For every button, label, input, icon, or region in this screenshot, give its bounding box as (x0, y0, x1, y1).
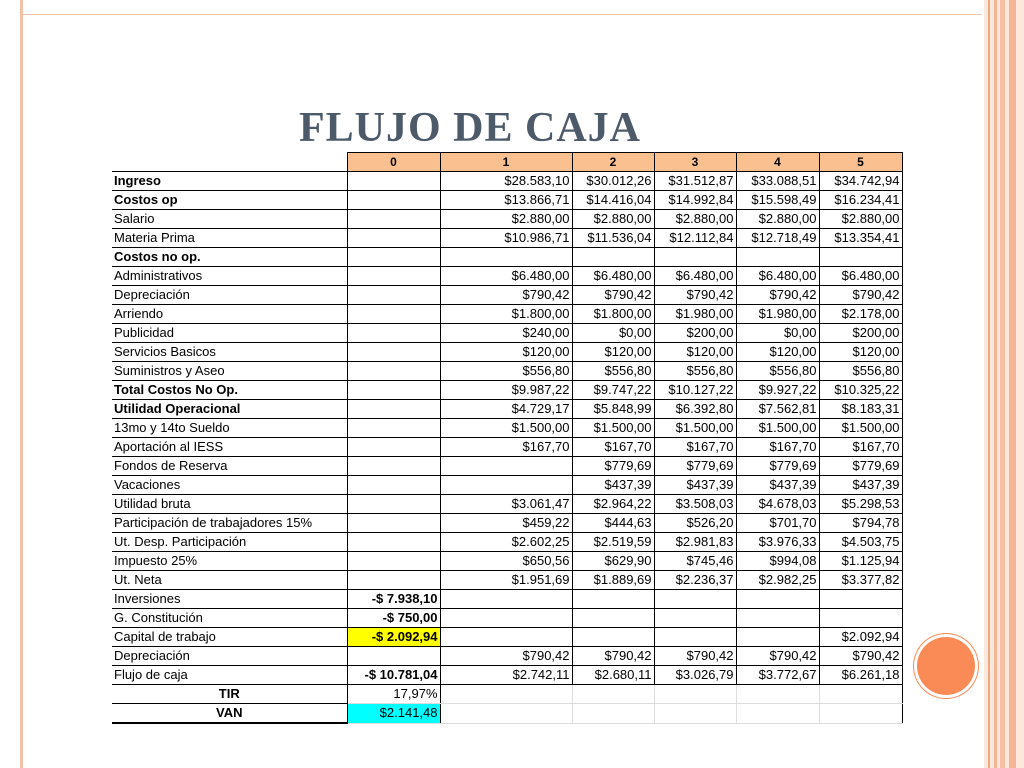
row-label: Depreciación (112, 286, 347, 305)
cell-year-1: $2.880,00 (440, 210, 572, 229)
cell-year-4: $3.772,67 (736, 666, 819, 685)
cell-year-3: $120,00 (654, 343, 736, 362)
cell-year-3: $2.880,00 (654, 210, 736, 229)
header-year-4: 4 (736, 153, 819, 172)
cell-year-3: $790,42 (654, 647, 736, 666)
cell-year-3: $790,42 (654, 286, 736, 305)
cell-year-2: $556,80 (572, 362, 654, 381)
cell-year-1: $167,70 (440, 438, 572, 457)
cell-year-3 (654, 609, 736, 628)
cell-year-4: $9.927,22 (736, 381, 819, 400)
cell-year-2: $2.519,59 (572, 533, 654, 552)
header-year-0: 0 (347, 153, 440, 172)
table-row (112, 438, 902, 457)
table-row (112, 400, 902, 419)
table-row (112, 267, 902, 286)
cell-year-0 (347, 305, 440, 324)
cell-year-5: $5.298,53 (819, 495, 902, 514)
row-label: Impuesto 25% (112, 552, 347, 571)
cell-year-2: $2.964,22 (572, 495, 654, 514)
cell-year-5: $2.880,00 (819, 210, 902, 229)
table-header-row (112, 153, 902, 172)
cell-year-0 (347, 229, 440, 248)
cell-year-5: $120,00 (819, 343, 902, 362)
cell-year-1: $2.602,25 (440, 533, 572, 552)
cell-year-4: $120,00 (736, 343, 819, 362)
row-label: Participación de trabajadores 15% (112, 514, 347, 533)
table-row (112, 552, 902, 571)
table-row (112, 571, 902, 590)
cell-year-4: $2.880,00 (736, 210, 819, 229)
header-year-3: 3 (654, 153, 736, 172)
cell-year-3: $1.500,00 (654, 419, 736, 438)
cell-year-2 (572, 590, 654, 609)
cell-year-1 (440, 609, 572, 628)
cell-year-0 (347, 191, 440, 210)
row-label: Fondos de Reserva (112, 457, 347, 476)
cell-year-1: $28.583,10 (440, 172, 572, 191)
slide-top-border-line (20, 14, 982, 15)
cell-year-3 (654, 628, 736, 647)
row-label: Flujo de caja (112, 666, 347, 685)
cell-year-5: $6.261,18 (819, 666, 902, 685)
table-row (112, 191, 902, 210)
cell-year-2: $2.680,11 (572, 666, 654, 685)
empty-cell (440, 685, 572, 704)
cell-year-5: $4.503,75 (819, 533, 902, 552)
row-label: Administrativos (112, 267, 347, 286)
cell-year-3: $437,39 (654, 476, 736, 495)
row-label: Ut. Desp. Participación (112, 533, 347, 552)
cell-year-1 (440, 590, 572, 609)
cell-year-0 (347, 210, 440, 229)
cell-year-3: $745,46 (654, 552, 736, 571)
cell-year-4: $556,80 (736, 362, 819, 381)
cell-year-0 (347, 438, 440, 457)
cell-year-4: $437,39 (736, 476, 819, 495)
cell-year-2: $1.889,69 (572, 571, 654, 590)
cell-year-5 (819, 609, 902, 628)
cell-year-0 (347, 457, 440, 476)
cell-year-0 (347, 495, 440, 514)
cell-year-1: $790,42 (440, 647, 572, 666)
row-label: Vacaciones (112, 476, 347, 495)
table-row (112, 590, 902, 609)
cell-year-3: $556,80 (654, 362, 736, 381)
cell-year-0 (347, 400, 440, 419)
table-row (112, 286, 902, 305)
cell-year-5: $779,69 (819, 457, 902, 476)
cell-year-4: $1.980,00 (736, 305, 819, 324)
header-year-2: 2 (572, 153, 654, 172)
cell-year-2: $779,69 (572, 457, 654, 476)
table-row (112, 381, 902, 400)
cell-year-5: $437,39 (819, 476, 902, 495)
cell-year-1: $650,56 (440, 552, 572, 571)
row-label: Ingreso (112, 172, 347, 191)
cell-year-3: $6.480,00 (654, 267, 736, 286)
cell-year-3: $1.980,00 (654, 305, 736, 324)
cell-year-0 (347, 419, 440, 438)
cell-year-5: $1.500,00 (819, 419, 902, 438)
table-row (112, 305, 902, 324)
cell-year-1: $9.987,22 (440, 381, 572, 400)
cell-year-1: $4.729,17 (440, 400, 572, 419)
cell-year-3: $526,20 (654, 514, 736, 533)
cell-year-3: $12.112,84 (654, 229, 736, 248)
cell-year-5: $10.325,22 (819, 381, 902, 400)
cell-year-1: $240,00 (440, 324, 572, 343)
cell-year-4: $33.088,51 (736, 172, 819, 191)
table-row (112, 210, 902, 229)
table-row (112, 172, 902, 191)
cell-year-0 (347, 248, 440, 267)
cell-year-3 (654, 248, 736, 267)
cell-year-4: $790,42 (736, 647, 819, 666)
cell-year-4: $167,70 (736, 438, 819, 457)
cell-year-1 (440, 628, 572, 647)
cell-year-4: $6.480,00 (736, 267, 819, 286)
row-label: Depreciación (112, 647, 347, 666)
header-blank-cell (112, 153, 347, 172)
cell-year-2: $1.800,00 (572, 305, 654, 324)
cell-year-2: $5.848,99 (572, 400, 654, 419)
cell-year-2: $2.880,00 (572, 210, 654, 229)
cell-year-3: $2.981,83 (654, 533, 736, 552)
cell-year-1: $2.742,11 (440, 666, 572, 685)
cell-year-1 (440, 476, 572, 495)
slide-title: FLUJO DE CAJA (298, 105, 641, 151)
cell-year-1 (440, 457, 572, 476)
row-label: Suministros y Aseo (112, 362, 347, 381)
row-label: Utilidad bruta (112, 495, 347, 514)
cell-year-3: $31.512,87 (654, 172, 736, 191)
cell-year-5: $794,78 (819, 514, 902, 533)
cell-year-1: $10.986,71 (440, 229, 572, 248)
cell-year-2: $9.747,22 (572, 381, 654, 400)
cell-year-0 (347, 514, 440, 533)
cell-year-2: $437,39 (572, 476, 654, 495)
metric-label: TIR (112, 685, 347, 704)
row-label: Costos op (112, 191, 347, 210)
cell-year-4: $701,70 (736, 514, 819, 533)
cell-year-0: -$ 7.938,10 (347, 590, 440, 609)
cell-year-5: $556,80 (819, 362, 902, 381)
empty-cell (654, 704, 736, 724)
metric-row-tir (112, 685, 902, 704)
cell-year-4: $4.678,03 (736, 495, 819, 514)
cell-year-1: $1.500,00 (440, 419, 572, 438)
cell-year-2: $30.012,26 (572, 172, 654, 191)
cell-year-4 (736, 628, 819, 647)
table-row (112, 324, 902, 343)
cell-year-5 (819, 590, 902, 609)
cell-year-2 (572, 248, 654, 267)
metric-row-van (112, 704, 902, 724)
table-row (112, 362, 902, 381)
metric-value: 17,97% (347, 685, 440, 704)
header-year-5: 5 (819, 153, 902, 172)
table-row (112, 628, 902, 647)
cell-year-2: $0,00 (572, 324, 654, 343)
cell-year-4: $3.976,33 (736, 533, 819, 552)
cell-year-4: $7.562,81 (736, 400, 819, 419)
row-label: Servicios Basicos (112, 343, 347, 362)
cell-year-2: $14.416,04 (572, 191, 654, 210)
cell-year-1: $1.800,00 (440, 305, 572, 324)
row-label: Arriendo (112, 305, 347, 324)
cell-year-1: $3.061,47 (440, 495, 572, 514)
cell-year-2: $629,90 (572, 552, 654, 571)
cell-year-0: -$ 2.092,94 (347, 628, 440, 647)
cell-year-5: $2.178,00 (819, 305, 902, 324)
cell-year-0: -$ 750,00 (347, 609, 440, 628)
table-row (112, 533, 902, 552)
cell-year-0 (347, 647, 440, 666)
table-row (112, 609, 902, 628)
table-row (112, 248, 902, 267)
cell-year-2: $444,63 (572, 514, 654, 533)
row-label: Salario (112, 210, 347, 229)
cash-flow-table (112, 152, 903, 724)
table-row (112, 457, 902, 476)
metric-value: $2.141,48 (347, 704, 440, 724)
cell-year-2: $790,42 (572, 286, 654, 305)
row-label: Publicidad (112, 324, 347, 343)
cell-year-1: $790,42 (440, 286, 572, 305)
cell-year-1 (440, 248, 572, 267)
cell-year-4: $779,69 (736, 457, 819, 476)
empty-cell (440, 704, 572, 724)
cell-year-3: $10.127,22 (654, 381, 736, 400)
cell-year-0 (347, 552, 440, 571)
empty-cell (819, 685, 902, 704)
cell-year-4: $2.982,25 (736, 571, 819, 590)
cell-year-1: $459,22 (440, 514, 572, 533)
cell-year-5: $790,42 (819, 286, 902, 305)
cell-year-3 (654, 590, 736, 609)
cell-year-4: $994,08 (736, 552, 819, 571)
row-label: Aportación al IESS (112, 438, 347, 457)
cell-year-1: $556,80 (440, 362, 572, 381)
cell-year-2: $1.500,00 (572, 419, 654, 438)
metric-label: VAN (112, 704, 347, 724)
cell-year-2: $790,42 (572, 647, 654, 666)
cell-year-5: $16.234,41 (819, 191, 902, 210)
empty-cell (819, 704, 902, 724)
cell-year-2: $11.536,04 (572, 229, 654, 248)
row-label: Total Costos No Op. (112, 381, 347, 400)
cell-year-0 (347, 362, 440, 381)
row-label: Costos no op. (112, 248, 347, 267)
cell-year-4: $1.500,00 (736, 419, 819, 438)
cell-year-0 (347, 172, 440, 191)
cell-year-0 (347, 571, 440, 590)
cell-year-4 (736, 590, 819, 609)
cell-year-5: $1.125,94 (819, 552, 902, 571)
empty-cell (736, 685, 819, 704)
cell-year-5: $200,00 (819, 324, 902, 343)
cell-year-2: $6.480,00 (572, 267, 654, 286)
table-row (112, 666, 902, 685)
row-label: 13mo y 14to Sueldo (112, 419, 347, 438)
cell-year-5: $6.480,00 (819, 267, 902, 286)
cell-year-2: $120,00 (572, 343, 654, 362)
row-label: G. Constitución (112, 609, 347, 628)
cell-year-4 (736, 248, 819, 267)
row-label: Inversiones (112, 590, 347, 609)
cell-year-4 (736, 609, 819, 628)
cell-year-3: $779,69 (654, 457, 736, 476)
cell-year-0 (347, 381, 440, 400)
row-label: Utilidad Operacional (112, 400, 347, 419)
table-row (112, 419, 902, 438)
cell-year-3: $14.992,84 (654, 191, 736, 210)
cell-year-0 (347, 286, 440, 305)
empty-cell (736, 704, 819, 724)
cell-year-5: $13.354,41 (819, 229, 902, 248)
cell-year-5: $8.183,31 (819, 400, 902, 419)
row-label: Ut. Neta (112, 571, 347, 590)
cell-year-4: $15.598,49 (736, 191, 819, 210)
empty-cell (654, 685, 736, 704)
cell-year-2 (572, 628, 654, 647)
empty-cell (572, 685, 654, 704)
table-row (112, 476, 902, 495)
cell-year-4: $790,42 (736, 286, 819, 305)
cell-year-3: $6.392,80 (654, 400, 736, 419)
cell-year-2 (572, 609, 654, 628)
cell-year-5: $790,42 (819, 647, 902, 666)
table-row (112, 495, 902, 514)
cell-year-3: $2.236,37 (654, 571, 736, 590)
header-year-1: 1 (440, 153, 572, 172)
decorative-circle (917, 637, 975, 695)
cell-year-4: $0,00 (736, 324, 819, 343)
cell-year-3: $3.508,03 (654, 495, 736, 514)
cell-year-1: $1.951,69 (440, 571, 572, 590)
cell-year-5: $3.377,82 (819, 571, 902, 590)
cell-year-0 (347, 533, 440, 552)
cell-year-2: $167,70 (572, 438, 654, 457)
cell-year-0 (347, 267, 440, 286)
cell-year-5: $2.092,94 (819, 628, 902, 647)
cell-year-5: $34.742,94 (819, 172, 902, 191)
cell-year-3: $167,70 (654, 438, 736, 457)
table-row (112, 229, 902, 248)
cell-year-3: $3.026,79 (654, 666, 736, 685)
cell-year-5 (819, 248, 902, 267)
cell-year-5: $167,70 (819, 438, 902, 457)
cell-year-1: $13.866,71 (440, 191, 572, 210)
table-row (112, 514, 902, 533)
cell-year-0: -$ 10.781,04 (347, 666, 440, 685)
cell-year-0 (347, 324, 440, 343)
table-row (112, 647, 902, 666)
cell-year-0 (347, 476, 440, 495)
cell-year-1: $6.480,00 (440, 267, 572, 286)
row-label: Capital de trabajo (112, 628, 347, 647)
decorative-stripes (984, 0, 1024, 768)
cell-year-1: $120,00 (440, 343, 572, 362)
cell-year-4: $12.718,49 (736, 229, 819, 248)
row-label: Materia Prima (112, 229, 347, 248)
cell-year-3: $200,00 (654, 324, 736, 343)
empty-cell (572, 704, 654, 724)
cell-year-0 (347, 343, 440, 362)
table-row (112, 343, 902, 362)
